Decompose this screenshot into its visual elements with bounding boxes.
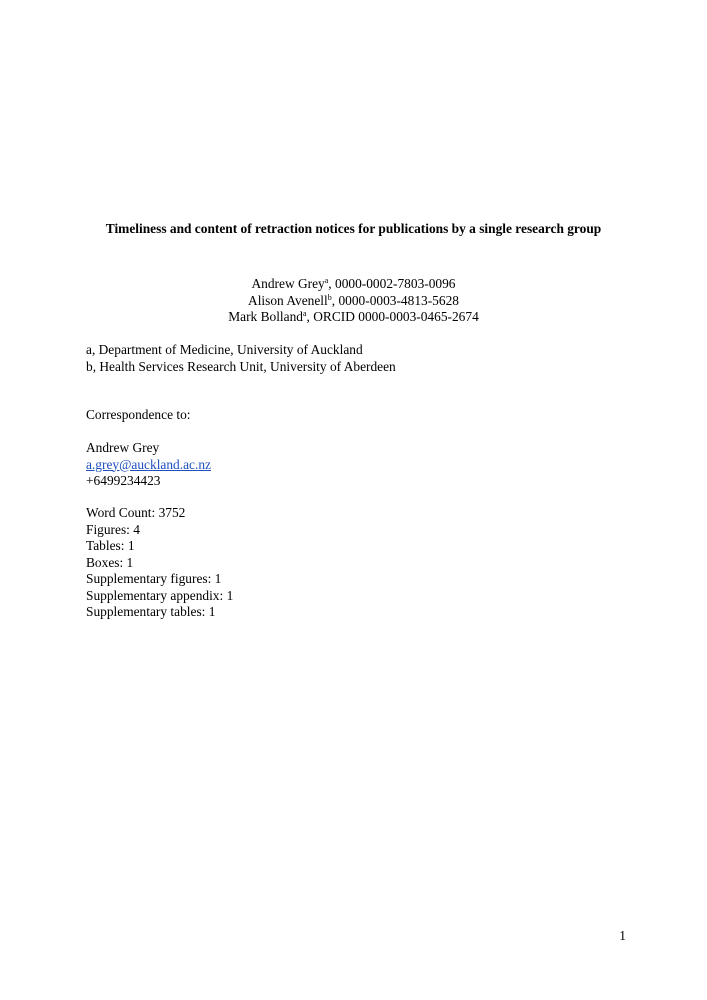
author-orcid: 0000-0002-7803-0096 bbox=[335, 276, 456, 291]
correspondence-heading bbox=[86, 407, 646, 424]
phone-number: +6499234423 bbox=[86, 473, 161, 488]
author-line bbox=[0, 309, 707, 326]
author-affiliation-mark: a bbox=[302, 309, 307, 318]
count-line: Figures: 4 bbox=[86, 521, 140, 537]
correspondence-details bbox=[86, 440, 646, 490]
author-separator: , bbox=[328, 276, 335, 291]
count-line: Tables: 1 bbox=[86, 538, 135, 553]
author-line bbox=[0, 293, 707, 310]
correspondence-label: Correspondence to: bbox=[86, 407, 191, 422]
correspondence-name: Andrew Grey bbox=[86, 440, 160, 455]
count-line: Word Count: 3752 bbox=[86, 505, 186, 520]
count-line: Supplementary appendix: 1 bbox=[86, 587, 234, 603]
paper-title: Timeliness and content of retraction notices for publications by a single research group bbox=[105, 221, 602, 236]
author-line bbox=[0, 276, 707, 293]
author-affiliation-mark: a bbox=[324, 276, 329, 285]
affiliation-line: a, Department of Medicine, University of Auckland bbox=[86, 342, 363, 357]
author-name: Andrew Grey bbox=[251, 276, 325, 291]
author-name: Mark Bolland bbox=[228, 309, 303, 324]
email-link[interactable]: a.grey@auckland.ac.nz bbox=[86, 456, 211, 472]
affiliations bbox=[86, 342, 646, 375]
author-name: Alison Avenell bbox=[248, 292, 328, 308]
author-orcid: 0000-0003-4813-5628 bbox=[338, 292, 459, 308]
affiliation-line: b, Health Services Research Unit, University of Aberdeen bbox=[86, 358, 396, 374]
count-line: Boxes: 1 bbox=[86, 554, 134, 570]
count-line: Supplementary tables: 1 bbox=[86, 604, 216, 619]
manuscript-counts bbox=[86, 505, 646, 621]
author-separator: , bbox=[331, 292, 339, 308]
page-number: 1 bbox=[619, 928, 626, 943]
author-list bbox=[0, 276, 707, 326]
author-affiliation-mark: b bbox=[327, 292, 332, 302]
author-orcid: ORCID 0000-0003-0465-2674 bbox=[313, 309, 479, 324]
count-line: Supplementary figures: 1 bbox=[86, 571, 222, 586]
author-separator: , bbox=[306, 309, 314, 324]
